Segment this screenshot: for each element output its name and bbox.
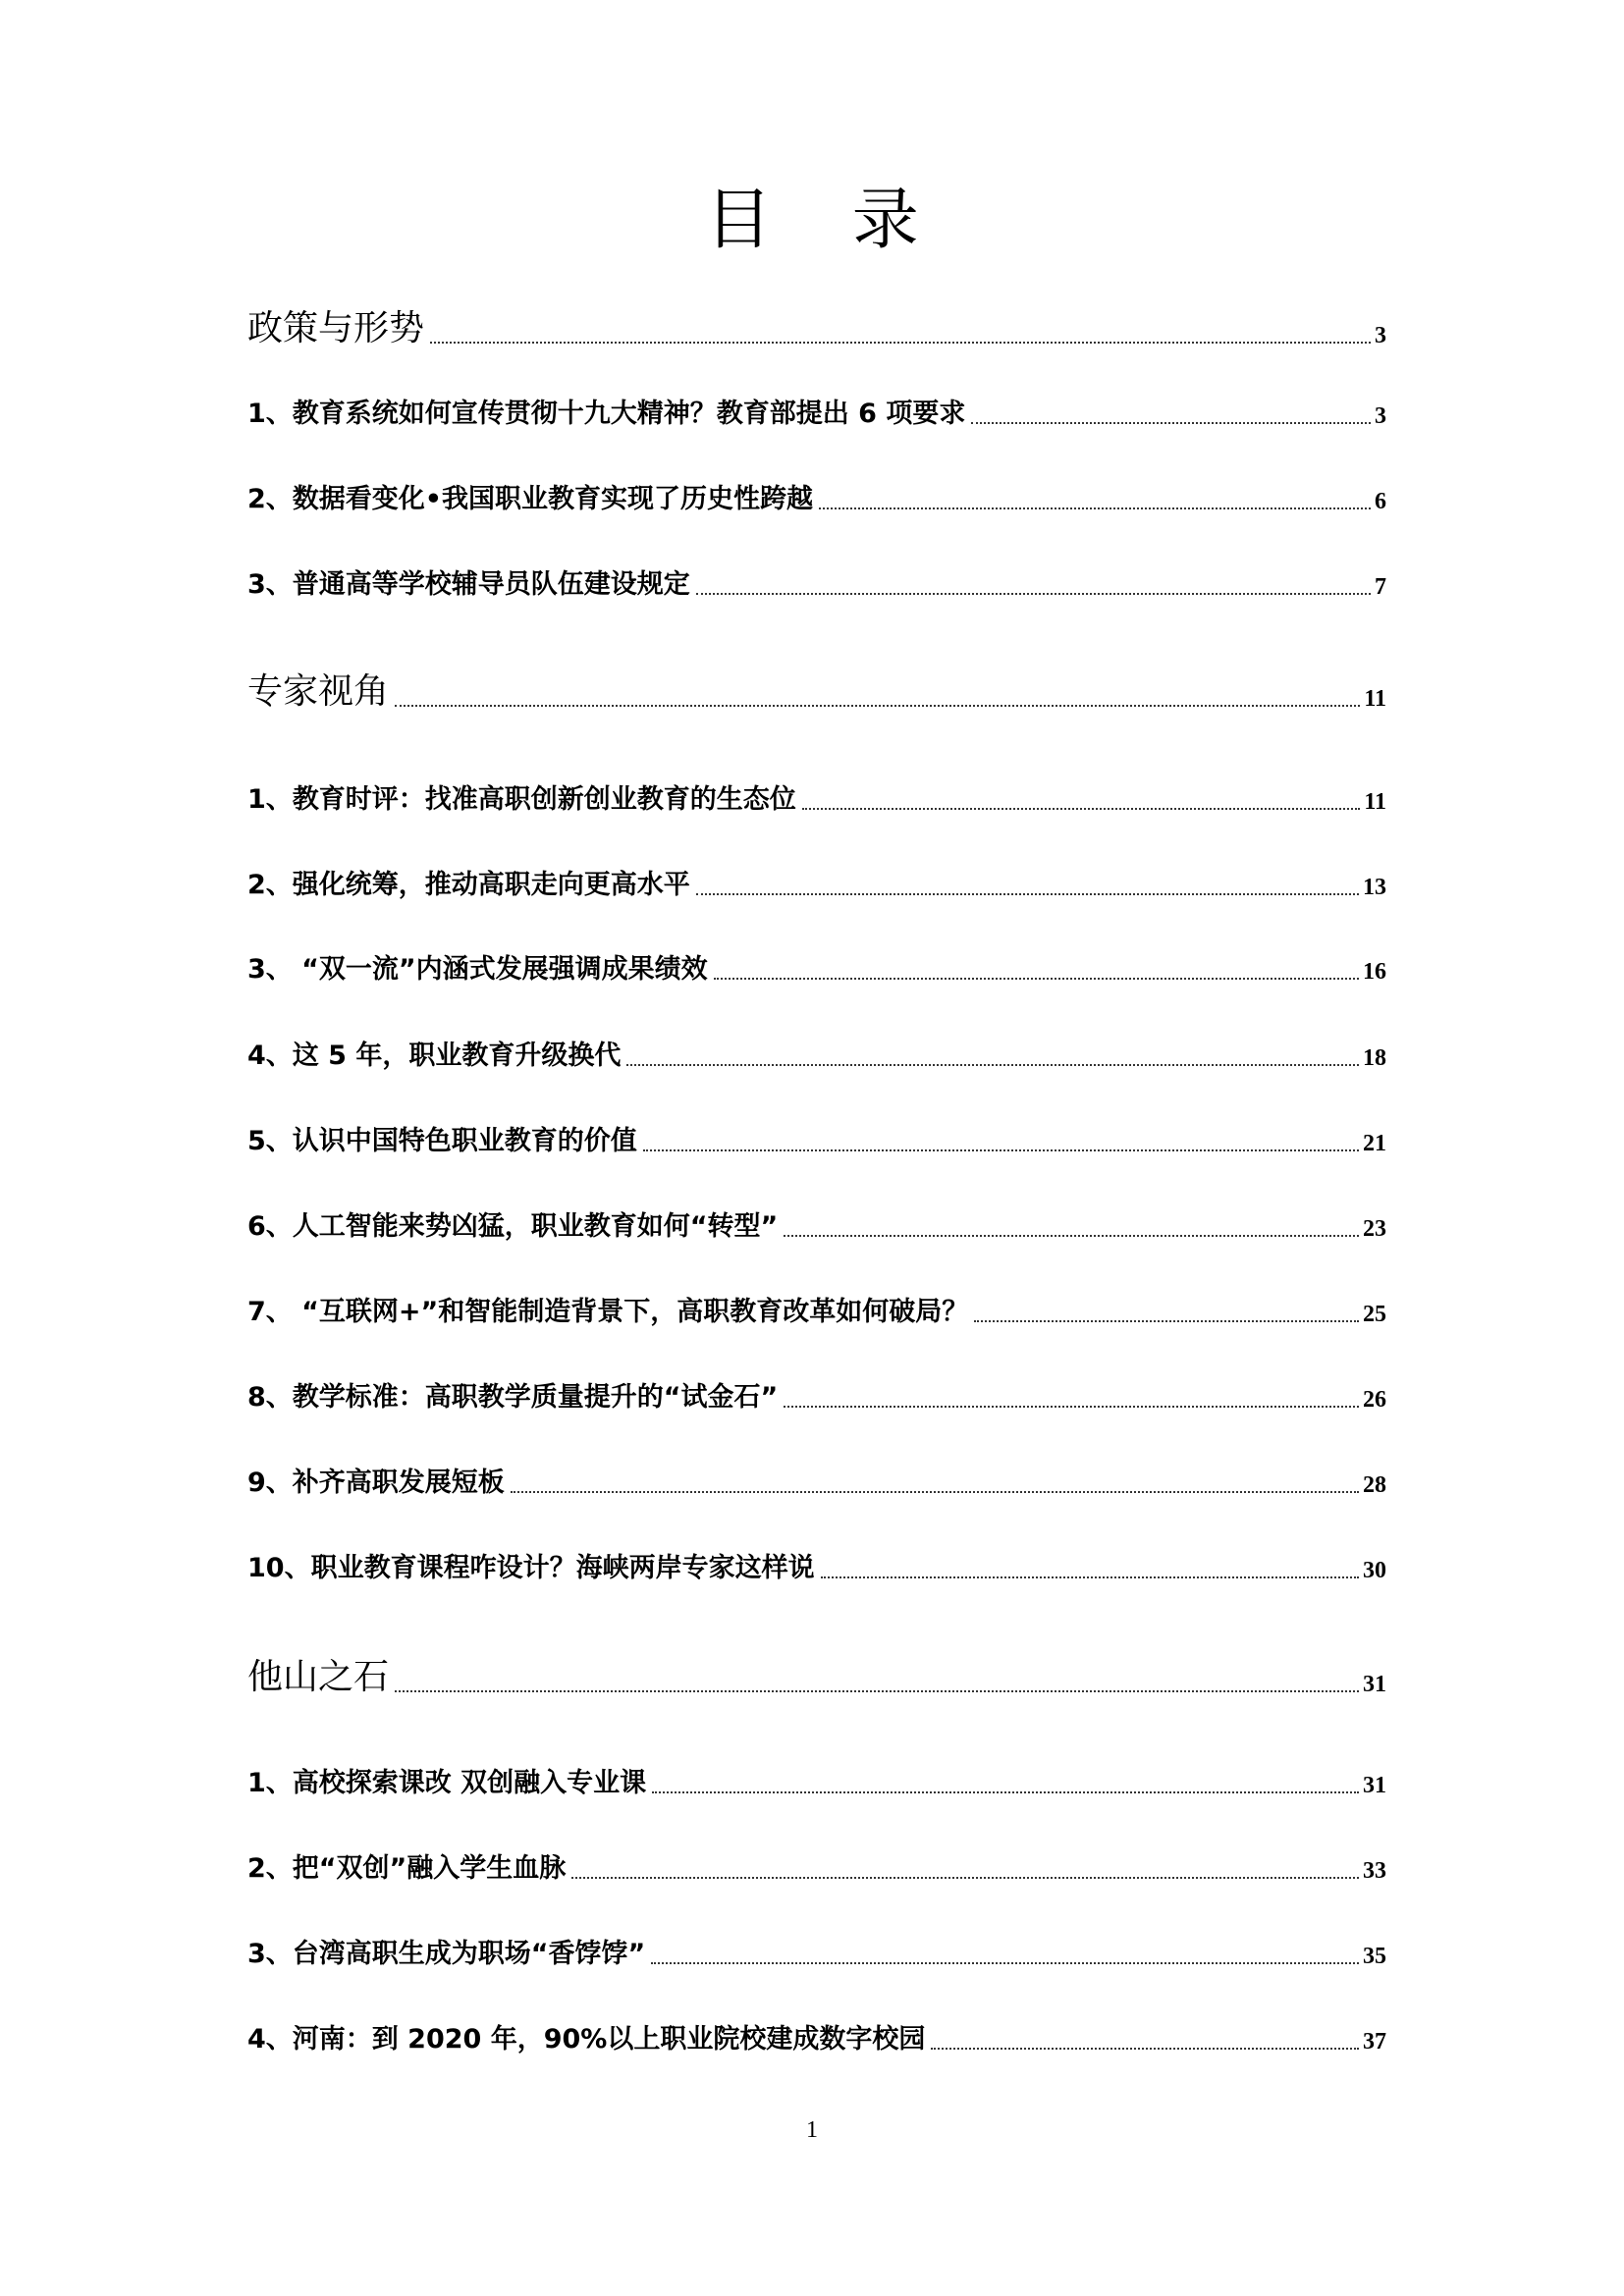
entry-label: 3、 “双一流”内涵式发展强调成果绩效	[247, 954, 708, 985]
entry-label: 3、台湾高职生成为职场“香饽饽”	[247, 1939, 646, 1969]
entry-label: 4、这 5 年，职业教育升级换代	[247, 1041, 622, 1071]
entry-label: 4、河南：到 2020 年，90%以上职业院校建成数字校园	[247, 2024, 926, 2055]
toc-entry	[247, 1549, 1386, 1586]
dot-leader	[395, 705, 1360, 707]
entry-label: 1、教育系统如何宣传贯彻十九大精神？教育部提出 6 项要求	[247, 399, 966, 429]
toc-entry	[247, 1293, 1386, 1330]
toc-entry	[247, 950, 1386, 988]
dot-leader	[651, 1962, 1359, 1964]
dot-leader	[430, 342, 1371, 344]
page-ref: 28	[1363, 1472, 1386, 1498]
entry-label: 8、教学标准：高职教学质量提升的“试金石”	[247, 1382, 779, 1413]
toc-section-other-stones	[247, 1651, 1386, 1700]
page-ref: 35	[1363, 1944, 1386, 1969]
page-ref: 33	[1363, 1858, 1386, 1884]
toc-title: 目 录	[705, 182, 919, 259]
page-ref: 7	[1375, 574, 1386, 600]
page-ref: 37	[1363, 2029, 1386, 2055]
entry-label: 2、把“双创”融入学生血脉	[247, 1853, 567, 1884]
entry-label: 10、职业教育课程咋设计？海峡两岸专家这样说	[247, 1553, 815, 1583]
page-ref: 23	[1363, 1216, 1386, 1242]
section-heading: 他山之石	[247, 1657, 390, 1697]
page-ref: 3	[1375, 323, 1386, 348]
page-number: 1	[806, 2117, 818, 2143]
page-ref: 3	[1375, 403, 1386, 429]
toc-entry	[247, 480, 1386, 517]
dot-leader	[819, 507, 1371, 509]
dot-leader	[571, 1877, 1359, 1879]
page-ref: 16	[1363, 959, 1386, 985]
page-ref: 21	[1363, 1131, 1386, 1156]
page-ref: 31	[1363, 1672, 1386, 1697]
toc-entry	[247, 565, 1386, 603]
dot-leader	[821, 1576, 1359, 1578]
dot-leader	[784, 1235, 1359, 1237]
toc-entry	[247, 1764, 1386, 1801]
dot-leader	[652, 1791, 1359, 1793]
entry-label: 6、人工智能来势凶猛，职业教育如何“转型”	[247, 1211, 779, 1242]
page-ref: 13	[1363, 875, 1386, 900]
toc-entry	[247, 1037, 1386, 1074]
entry-label: 5、认识中国特色职业教育的价值	[247, 1126, 637, 1156]
entry-label: 2、强化统筹，推动高职走向更高水平	[247, 870, 690, 900]
section-heading: 专家视角	[247, 671, 390, 712]
dot-leader	[395, 1690, 1359, 1692]
dot-leader	[971, 422, 1371, 424]
dot-leader	[931, 2048, 1359, 2050]
toc-entry	[247, 866, 1386, 903]
dot-leader	[511, 1491, 1359, 1493]
toc-entry	[247, 1378, 1386, 1415]
page-ref: 30	[1363, 1558, 1386, 1583]
dot-leader	[696, 893, 1359, 895]
page-ref: 11	[1364, 686, 1386, 712]
toc-entry	[247, 1464, 1386, 1501]
toc-section-policy	[247, 302, 1386, 351]
page-ref: 6	[1375, 489, 1386, 514]
dot-leader	[784, 1406, 1359, 1408]
page-ref: 31	[1363, 1773, 1386, 1798]
entry-label: 9、补齐高职发展短板	[247, 1468, 505, 1498]
page-ref: 11	[1364, 789, 1386, 815]
page-ref: 26	[1363, 1387, 1386, 1413]
entry-label: 1、高校探索课改 双创融入专业课	[247, 1768, 647, 1798]
dot-leader	[802, 808, 1361, 810]
toc-entry	[247, 780, 1386, 818]
toc-entry	[247, 2020, 1386, 2057]
toc-entry	[247, 1935, 1386, 1972]
page-ref: 25	[1363, 1302, 1386, 1327]
entry-label: 3、普通高等学校辅导员队伍建设规定	[247, 569, 690, 600]
dot-leader	[643, 1149, 1359, 1151]
section-heading: 政策与形势	[247, 308, 425, 348]
toc-entry	[247, 1207, 1386, 1245]
toc-entry	[247, 395, 1386, 432]
dot-leader	[974, 1320, 1359, 1322]
entry-label: 2、数据看变化•我国职业教育实现了历史性跨越	[247, 484, 814, 514]
toc-entry	[247, 1849, 1386, 1887]
dot-leader	[714, 978, 1359, 980]
entry-label: 7、 “互联网+”和智能制造背景下，高职教育改革如何破局？	[247, 1297, 969, 1327]
dot-leader	[696, 593, 1371, 595]
toc-entry	[247, 1122, 1386, 1159]
dot-leader	[626, 1064, 1359, 1066]
entry-label: 1、教育时评：找准高职创新创业教育的生态位	[247, 784, 796, 815]
page-ref: 18	[1363, 1045, 1386, 1071]
toc-section-experts	[247, 666, 1386, 715]
